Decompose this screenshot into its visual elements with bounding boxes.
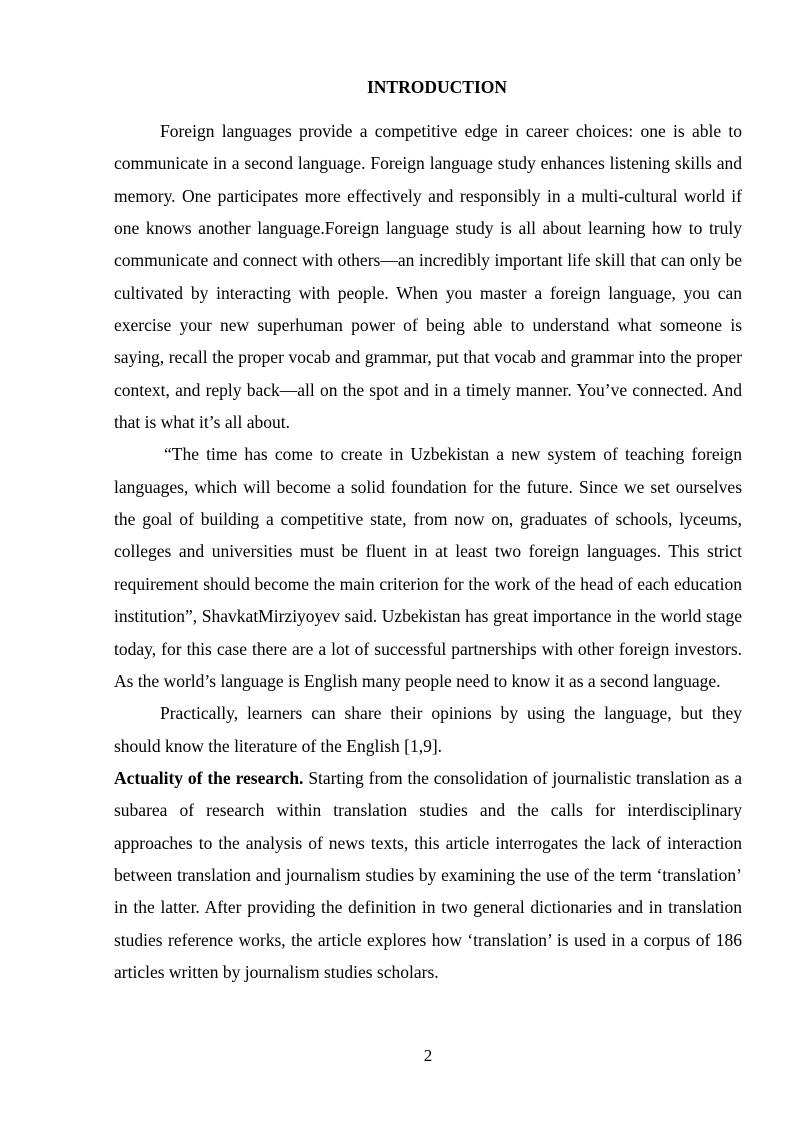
actuality-lead: Actuality of the research. (114, 767, 304, 788)
section-heading: INTRODUCTION (366, 77, 508, 97)
paragraph-practically: Practically, learners can share their opinions by using the language, but they should know the literature of the English [1,9]. (114, 703, 742, 756)
heading-spacer (114, 101, 742, 115)
page-number: 2 (423, 1046, 433, 1065)
paragraph-quote: “The time has come to create in Uzbekistan a new system of teaching foreign languages, which will become a solid foundation for the future. Since we set ourselves the goal of building a competitive state, from now on, graduates of schools, lyceums, colleges and universities must be fluent in at least two foreign languages. This strict requirement should become the main criterion for the work of the head of each education institution”, ShavkatMirziyoyev said. Uzbekistan has great importance in the world stage today, for this case there are a lot of successful partnerships with other foreign investors. As the world’s language is English many people need to know it as a second language. (114, 444, 742, 691)
actuality-text: Starting from the consolidation of journalistic translation as a subarea of research within translation studies and the calls for interdisciplinary approaches to the analysis of news texts, this article interrogates the lack of interaction between translation and journalism studies by examining the use of the term ‘translation’ in the latter. After providing the definition in two general dictionaries and in translation studies reference works, the article explores how ‘translation’ is used in a corpus of 186 articles written by journalism studies scholars. (114, 767, 742, 982)
document-body (114, 73, 742, 988)
paragraph-foreign-languages: Foreign languages provide a competitive edge in career choices: one is able to communicate in a second language. Foreign language study enhances listening skills and memory. One participates more effectively and responsibly in a multi-cultural world if one knows another language.Foreign language study is all about learning how to truly communicate and connect with others—an incredibly important life skill that can only be cultivated by interacting with people. When you master a foreign language, you can exercise your new superhuman power of being able to understand what someone is saying, recall the proper vocab and grammar, put that vocab and grammar into the proper context, and reply back—all on the spot and in a timely manner. You’ve connected. And that is what it’s all about. (114, 121, 742, 433)
paragraph-actuality (114, 762, 742, 988)
